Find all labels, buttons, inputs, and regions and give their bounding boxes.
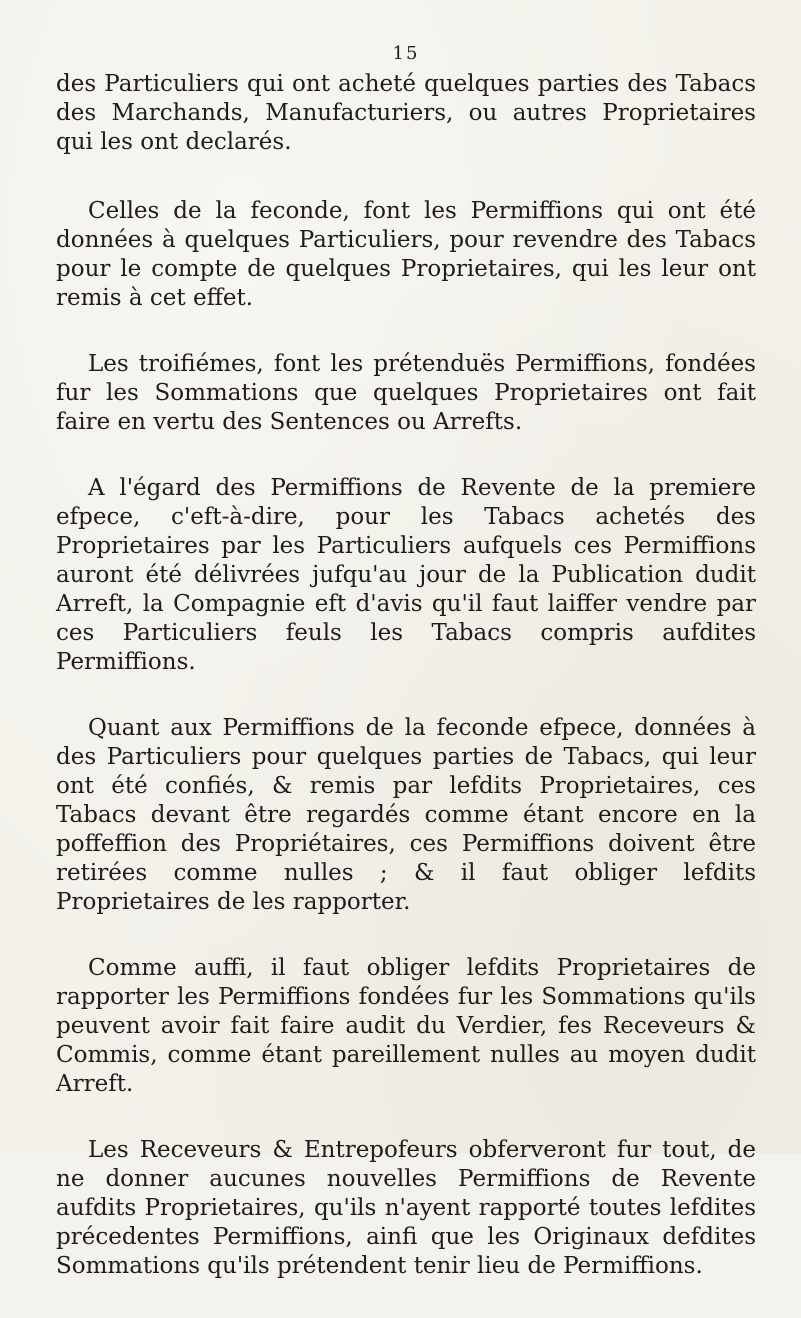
paragraph-7: Les Receveurs & Entrepofeurs obferveront fur tout, de ne donner aucunes nouvelles Permiffions de Revente aufdits Proprietaires, qu'ils n'ayent rapporté toutes lefdites précedentes Permiffions, ainfi que les Originaux defdites Sommations qu'ils prétendent tenir lieu de Permiffions.	[56, 1137, 756, 1279]
text-block	[56, 44, 756, 1318]
paragraph-5: Quant aux Permiffions de la feconde efpece, données à des Particuliers pour quelques parties de Tabacs, qui leur ont été confiés, & remis par lefdits Proprietaires, ces Tabacs devant être regardés comme étant encore en la poffeffion des Propriétaires, ces Permiffions doivent être retirées comme nulles ; & il faut obliger lefdits Proprietaires de les rapporter.	[56, 715, 756, 915]
paragraph-6: Comme auffi, il faut obliger lefdits Proprietaires de rapporter les Permiffions fondées fur les Sommations qu'ils peuvent avoir fait faire audit du Verdier, fes Receveurs & Commis, comme étant pareillement nulles au moyen dudit Arreft.	[56, 955, 756, 1097]
page-number: 15	[392, 43, 420, 64]
paragraph-2: Celles de la feconde, font les Permiffions qui ont été données à quelques Particuliers, pour revendre des Tabacs pour le compte de quelques Proprietaires, qui les leur ont remis à cet effet.	[56, 198, 756, 311]
paragraph-4: A l'égard des Permiffions de Revente de la premiere efpece, c'eft-à-dire, pour les Tabacs achetés des Proprietaires par les Particuliers aufquels ces Permiffions auront été délivrées jufqu'au jour de la Publication dudit Arreft, la Compagnie eft d'avis qu'il faut laiffer vendre par ces Particuliers feuls les Tabacs compris aufdites Permiffions.	[56, 475, 756, 675]
paragraph-3: Les troifiémes, font les prétenduës Permiffions, fondées fur les Sommations que quelques Proprietaires ont fait faire en vertu des Sentences ou Arrefts.	[56, 351, 756, 435]
paragraph-1: des Particuliers qui ont acheté quelques parties des Tabacs des Marchands, Manufacturiers, ou autres Proprietaires qui les ont declarés.	[56, 71, 756, 155]
